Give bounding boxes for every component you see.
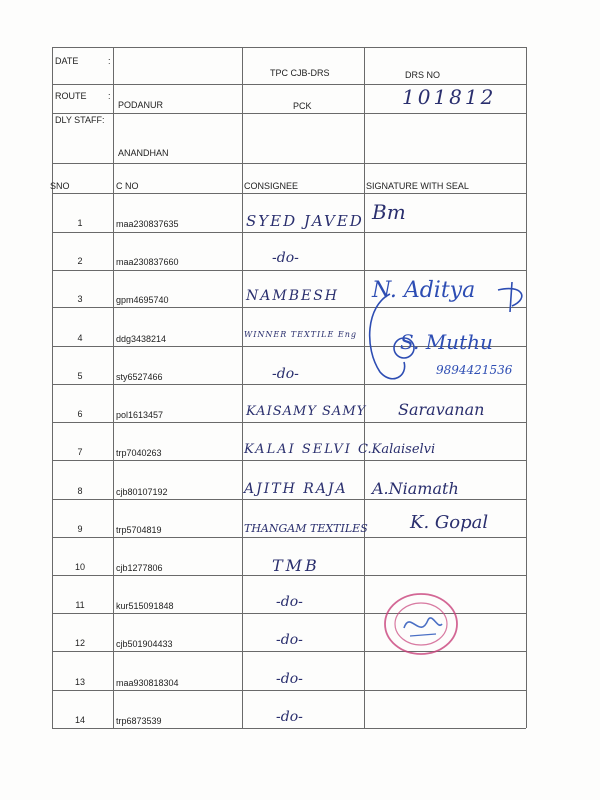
row-signature: K. Gopal — [410, 512, 489, 533]
date-colon: : — [108, 56, 111, 66]
column-header-consignee: CONSIGNEE — [244, 181, 299, 191]
row-signature: 9894421536 — [436, 363, 513, 377]
row-signature: C.Kalaiselvi — [358, 442, 436, 457]
signature-scrawl — [362, 276, 532, 388]
row-consignee: KAISAMY SAMY — [246, 404, 367, 419]
row-consignee: -do- — [276, 671, 303, 687]
grid-line — [113, 47, 114, 728]
row-signature: S. Muthu — [400, 330, 493, 354]
row-cno: cjb1277806 — [116, 563, 163, 573]
grid-line — [52, 270, 526, 271]
row-sno: 12 — [74, 638, 85, 648]
route-colon: : — [108, 91, 111, 101]
grid-line — [52, 47, 53, 728]
grid-line — [52, 422, 526, 423]
staff-value: ANANDHAN — [118, 148, 169, 158]
row-consignee: TMB — [272, 556, 320, 575]
tpc-label: TPC CJB-DRS — [270, 68, 330, 78]
row-consignee: THANGAM TEXTILES — [244, 522, 368, 535]
row-cno: maa230837635 — [116, 219, 179, 229]
row-sno: 14 — [74, 715, 85, 725]
row-consignee: SYED JAVED — [246, 212, 364, 230]
row-cno: maa930818304 — [116, 678, 179, 688]
row-sno: 13 — [74, 677, 85, 687]
date-label: DATE — [55, 56, 79, 66]
column-header-signature: SIGNATURE WITH SEAL — [366, 181, 469, 191]
route-code: PCK — [293, 101, 312, 111]
row-signature: Saravanan — [398, 400, 485, 419]
row-consignee: NAMBESH — [246, 288, 340, 304]
row-sno: 3 — [77, 294, 83, 304]
row-cno: trp7040263 — [116, 448, 162, 458]
row-cno: kur515091848 — [116, 601, 174, 611]
grid-line — [52, 460, 526, 461]
row-consignee: -do- — [276, 709, 303, 725]
grid-line — [52, 47, 526, 48]
row-sno: 7 — [77, 447, 83, 457]
grid-line — [52, 690, 526, 691]
row-cno: trp5704819 — [116, 525, 162, 535]
staff-label: DLY STAFF: — [55, 115, 105, 125]
route-value: PODANUR — [118, 100, 164, 110]
row-sno: 1 — [77, 218, 83, 228]
row-consignee: KALAI SELVI — [244, 442, 352, 457]
company-seal-stamp — [380, 590, 462, 658]
row-signature: N. Aditya — [372, 278, 476, 303]
row-cno: pol1613457 — [116, 410, 164, 420]
grid-line — [52, 728, 526, 729]
row-consignee: -do- — [272, 250, 299, 266]
route-label: ROUTE — [55, 91, 87, 101]
row-consignee: -do- — [276, 632, 303, 648]
row-sno: 11 — [75, 600, 85, 610]
row-consignee: AJITH RAJA — [244, 481, 348, 497]
row-consignee: WINNER TEXTILE Eng — [244, 330, 357, 339]
row-cno: cjb501904433 — [116, 639, 173, 649]
row-signature: A.Niamath — [372, 479, 459, 498]
row-cno: trp6873539 — [116, 716, 162, 726]
column-header-sno: SNO — [50, 181, 70, 191]
row-cno: gpm4695740 — [116, 295, 169, 305]
grid-line — [242, 47, 243, 728]
row-consignee: -do- — [276, 594, 303, 610]
row-sno: 6 — [77, 409, 83, 419]
grid-line — [52, 232, 526, 233]
row-cno: sty6527466 — [116, 372, 163, 382]
column-header-cno: C NO — [116, 181, 139, 191]
row-sno: 4 — [77, 333, 83, 343]
row-sno: 8 — [77, 486, 83, 496]
grid-line — [52, 193, 526, 194]
row-signature: Bm — [372, 200, 406, 224]
row-sno: 5 — [77, 371, 83, 381]
grid-line — [52, 163, 526, 164]
row-sno: 10 — [74, 562, 85, 572]
row-cno: ddg3438214 — [116, 334, 167, 344]
row-sno: 2 — [77, 256, 83, 266]
grid-line — [52, 499, 526, 500]
row-sno: 9 — [77, 524, 83, 534]
drs-number: 101812 — [402, 85, 497, 109]
grid-line — [52, 575, 526, 576]
grid-line — [52, 113, 526, 114]
drs-label: DRS NO — [405, 70, 441, 80]
row-cno: maa230837660 — [116, 257, 179, 267]
grid-line — [52, 537, 526, 538]
row-consignee: -do- — [272, 366, 299, 382]
row-cno: cjb80107192 — [116, 487, 168, 497]
